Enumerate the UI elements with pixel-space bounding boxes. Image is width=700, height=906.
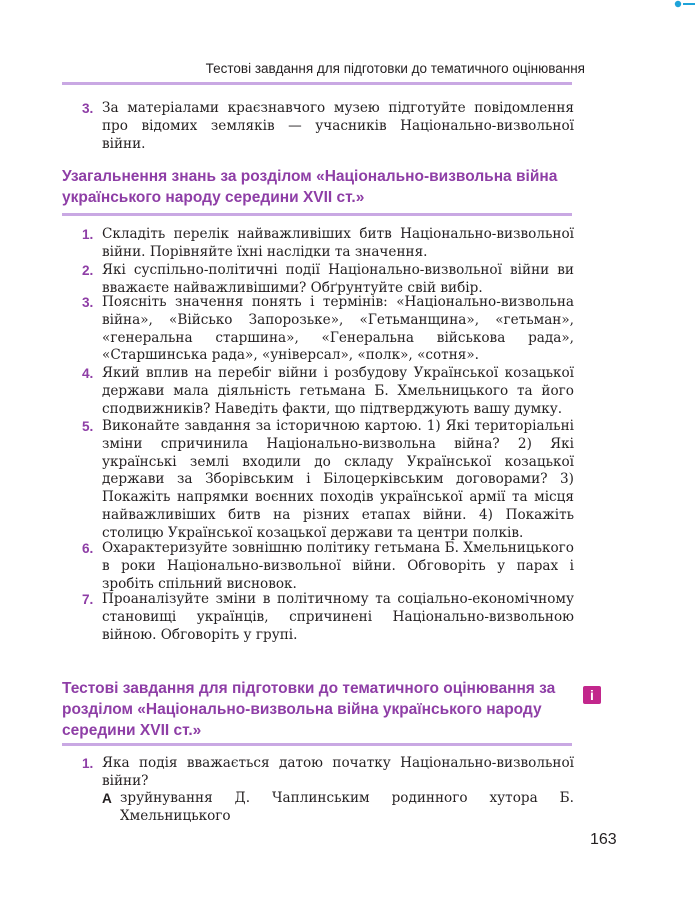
summary-task-2	[82, 262, 574, 298]
publisher-logo-icon	[674, 0, 696, 8]
summary-heading-rule	[62, 213, 572, 216]
test-section-heading: Тестові завдання для підготовки до тематичного оцінювання за розділом «Національно-визвольна війна українського народу середини XVII ст.»	[62, 680, 556, 739]
task-text: Виконайте завдання за історичною картою. 1) Які територіальні зміни спричинила Національно-визвольна війна? 2) Які українські землі входили до складу Української козацької держави за Зборівським і Білоцерківським договорами? 3) Покажіть напрямки воєнних походів української армії та місця найважливіших битв на різних етапах війни. 4) Покажіть столицю Української козацької держави та центри полків.	[102, 418, 574, 541]
summary-task-5	[82, 418, 574, 543]
task-number: 6.	[82, 541, 94, 556]
summary-task-1	[82, 226, 574, 262]
task-text: За матеріалами краєзнавчого музею підготуйте повідомлення про відомих земляків — учасників Національно-визвольної війни.	[102, 100, 574, 152]
task-number: 3.	[82, 101, 94, 116]
test-heading-rule	[62, 743, 572, 746]
intro-task	[82, 100, 574, 153]
task-number: 4.	[82, 366, 94, 381]
task-number: 7.	[82, 592, 94, 607]
task-number: 5.	[82, 419, 94, 434]
info-badge-icon: i	[583, 686, 601, 704]
summary-task-7	[82, 591, 574, 644]
task-text: Який вплив на перебіг війни і розбудову Української козацької держави мала діяльність гетьмана Б. Хмельницького та його сподвижників? Наведіть факти, що підтверджують вашу думку.	[102, 365, 574, 417]
task-number: 2.	[82, 263, 94, 278]
task-text: Складіть перелік найважливіших битв Національно-визвольної війни. Порівняйте їхні наслідки та значення.	[102, 226, 574, 260]
answer-option-a	[102, 790, 574, 826]
option-letter: А	[102, 791, 112, 806]
option-text: зруйнування Д. Чаплинським родинного хутора Б. Хмельницького	[120, 790, 574, 824]
task-number: 3.	[82, 295, 94, 310]
task-text: Охарактеризуйте зовнішню політику гетьмана Б. Хмельницького в роки Національно-визвольної війни. Обговоріть у парах і зробіть спільний висновок.	[102, 540, 574, 592]
task-text: Поясніть значення понять і термінів: «Національно-визвольна війна», «Військо Запорозьке», «Гетьманщина», «гетьман», «генеральна старшина», «Генеральна військова рада», «Старшинська рада», «універсал», «полк», «сотня».	[102, 294, 574, 364]
summary-task-6	[82, 540, 574, 593]
question-text: Яка подія вважається датою початку Національно-визвольної війни?	[102, 755, 574, 789]
test-question-1	[82, 755, 574, 791]
page-number: 163	[590, 831, 617, 848]
task-number: 1.	[82, 227, 94, 242]
summary-task-3	[82, 294, 574, 365]
header-rule	[62, 82, 572, 85]
summary-section-heading: Узагальнення знань за розділом «Національно-визвольна війна українського народу середини XVII ст.»	[62, 168, 558, 206]
task-text: Які суспільно-політичні події Національно-визвольної війни ви вважаєте найважливішими? Обґрунтуйте свій вибір.	[102, 262, 574, 296]
question-number: 1.	[82, 756, 94, 771]
running-header: Тестові завдання для підготовки до тематичного оцінювання	[205, 61, 585, 76]
summary-task-4	[82, 365, 574, 418]
task-text: Проаналізуйте зміни в політичному та соціально-економічному становищі українців, спричинені Національно-визвольною війною. Обговоріть у групі.	[102, 591, 574, 643]
